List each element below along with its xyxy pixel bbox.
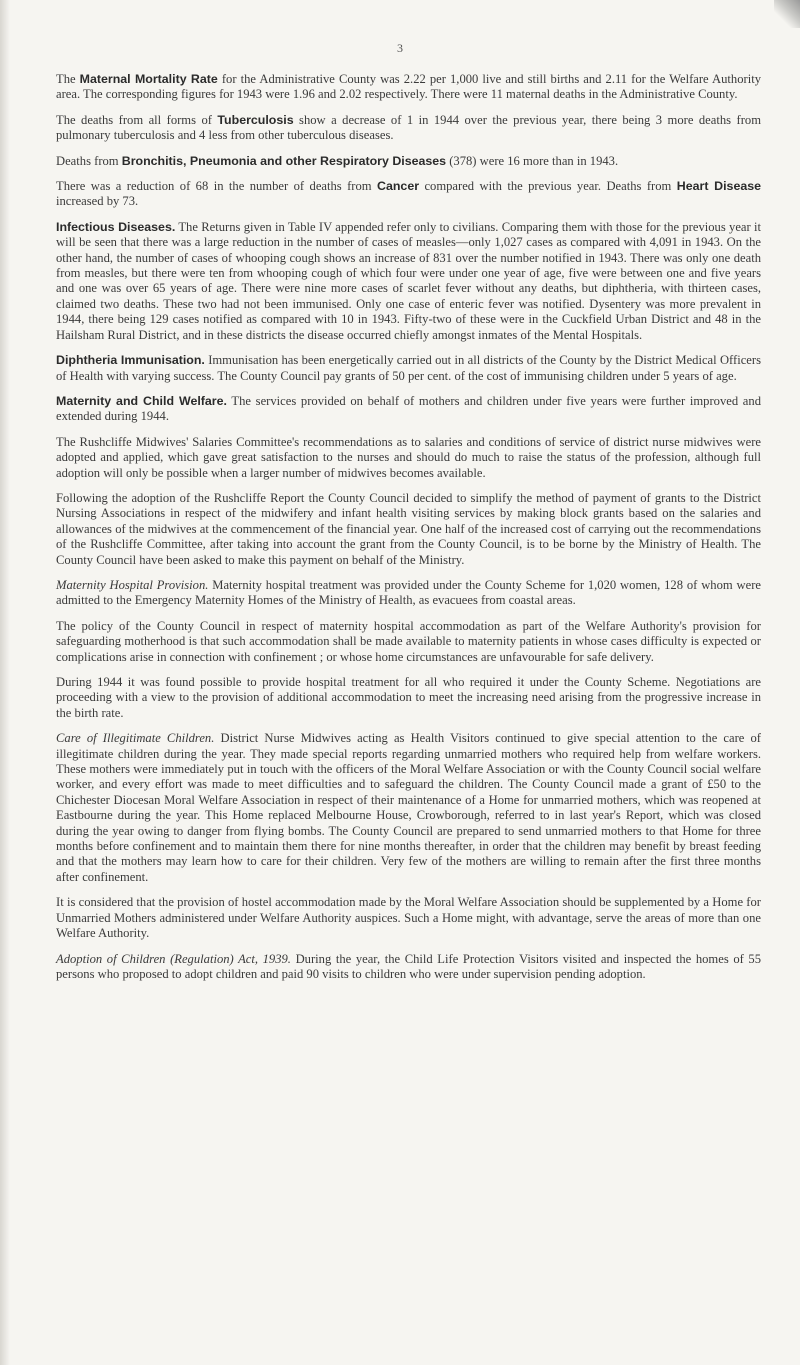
- italic-subheading: Maternity Hospital Provision.: [56, 577, 209, 592]
- paragraph-text: It is considered that the provision of hostel accommodation made by the Moral Welfare Association should be supplemented by a Home for Unmarried Mothers administered under Welfare Authority auspices. Such a Home might, with advantage, serve the areas of more than one Welfare Authority.: [56, 895, 761, 941]
- paragraph-text: The: [56, 72, 80, 86]
- section-heading: Cancer: [377, 179, 420, 194]
- paragraph-text: There was a reduction of 68 in the number of deaths from: [56, 179, 378, 194]
- paragraph: [56, 491, 761, 568]
- page-corner-fold: [774, 0, 800, 28]
- paragraph-text: During 1944 it was found possible to provide hospital treatment for all who required it under the County Scheme. Negotiations are proceeding with a view to the provision of additional accommodation to meet the increasing need arising from the progressive increase in the birth rate.: [56, 675, 761, 720]
- section-heading: Bronchitis, Pneumonia and other Respiratory Diseases: [121, 153, 447, 168]
- paragraph: [56, 179, 761, 210]
- paragraph-text: During the year, the Child Life Protection Visitors visited and inspected the homes of 55 persons who proposed to adopt children and paid 90 visits to children who were under supervision pending adoption.: [56, 951, 762, 981]
- paragraph-text: The services provided on behalf of mothers and children under five years were further improved and extended during 1944.: [56, 393, 761, 424]
- paragraph: [56, 895, 761, 941]
- paragraph-text: increased by 73.: [56, 194, 139, 209]
- italic-subheading: Adoption of Children (Regulation) Act, 1939.: [56, 951, 291, 966]
- paragraph-text: The Returns given in Table IV appended refer only to civilians. Comparing them with those for the previous year it will be seen that there was a large reduction in the number of cases of measles—only 1,027 cases as compared with 4,091 in 1943. On the other hand, the number of cases of whooping cough shows an increase of 831 over the number notified in 1943. There was only one death from measles, but there were ten from whooping cough of which four were under one year of age, five were between one and five years and one was over 65 years of age. There were nine more cases of scarlet fever without any deaths, but diphtheria, with thirteen cases, claimed two deaths. These two had not been immunised. Only one case of enteric fever was notified. Dysentery was more prevalent in 1944, there being 129 cases notified as compared with 10 in 1943. Fifty-two of these were in the Cuckfield Urban District and 48 in the Hailsham Rural District, and in these districts the disease occurred chiefly amongst inmates of the Mental Hospitals.: [56, 219, 762, 342]
- paragraph: [56, 731, 761, 885]
- paragraph-text: District Nurse Midwives acting as Health Visitors continued to give special attention to the care of illegitimate children during the year. They made special reports regarding unmarried mothers who required help from welfare workers. These mothers were immediately put in touch with the officers of the Moral Welfare Association or with the County Council social welfare worker, and every effort was made to meet difficulties and to safeguard the children. The County Council made a grant of £50 to the Chichester Diocesan Moral Welfare Association in respect of their maintenance of a Home for unmarried mothers, which was reopened at Eastbourne during the year. This Home replaced Melbourne House, Crowborough, referred to in last year's Report, which was closed during the year owing to danger from flying bombs. The County Council are prepared to send unmarried mothers to that Home for three months before confinement and to maintain them there for nine months thereafter, in order that the children may benefit by breast feeding and that the mothers may learn how to care for their children. Very few of the mothers are willing to remain after the first three months after confinement.: [56, 731, 762, 884]
- paragraph: [56, 113, 761, 144]
- paragraph-text: The deaths from all forms of: [56, 112, 218, 127]
- paragraph: [56, 952, 761, 983]
- report-body: [56, 72, 761, 992]
- paragraph-text: The policy of the County Council in respect of maternity hospital accommodation as part of the Welfare Authority's provision for safeguarding motherhood is that such accommodation shall be made available to maternity patients in whose cases difficulty is expected or complications arise in connection with confinement ; or whose home circumstances are unfavourable for safe delivery.: [56, 618, 761, 664]
- paragraph-text: Following the adoption of the Rushcliffe Report the County Council decided to simplify the method of payment of grants to the District Nursing Associations in respect of the midwifery and infant health visiting services by making block grants based on the salaries and allowances of the midwives at the commencement of the financial year. One half of the increased cost of carrying out the recommendations of the Rushcliffe Committee, after taking into account the grant from the County Council, is to be borne by the Ministry of Health. The County Council have been asked to make this payment on behalf of the Ministry.: [56, 490, 761, 567]
- paragraph: [56, 154, 761, 169]
- section-heading: Tuberculosis: [217, 112, 294, 127]
- paragraph: [56, 72, 761, 103]
- italic-subheading: Care of Illegitimate Children.: [56, 731, 215, 746]
- section-heading: Diphtheria Immunisation.: [56, 353, 205, 368]
- paragraph: [56, 394, 761, 425]
- paragraph-text: (378) were 16 more than in 1943.: [446, 153, 619, 168]
- paragraph-text: show a decrease of 1 in 1944 over the previous year, there being 3 more deaths from pulmonary tuberculosis and 4 less from other tuberculous diseases.: [56, 112, 761, 143]
- section-heading: Heart Disease: [676, 179, 762, 194]
- paragraph-text: Deaths from: [56, 153, 122, 168]
- paragraph-text: Immunisation has been energetically carried out in all districts of the County by the District Medical Officers of Health with varying success. The County Council pay grants of 50 per cent. of the cost of immunising children under 5 years of age.: [56, 353, 761, 383]
- paragraph: [56, 353, 761, 384]
- section-heading: Maternal Mortality Rate: [79, 72, 218, 86]
- paragraph: [56, 619, 761, 665]
- paragraph-text: compared with the previous year. Deaths from: [419, 179, 677, 194]
- page-number: 3: [397, 41, 403, 55]
- paragraph-text: for the Administrative County was 2.22 per 1,000 live and still births and 2.11 for the Welfare Authority area. The corresponding figures for 1943 were 1.96 and 2.02 respectively. There were 11 maternal deaths in the Administrative County.: [56, 72, 761, 102]
- paragraph: [56, 220, 761, 343]
- paragraph: [56, 578, 761, 609]
- paragraph-text: Maternity hospital treatment was provided under the County Scheme for 1,020 women, 128 of whom were admitted to the Emergency Maternity Homes of the Ministry of Health, as evacuees from coastal areas.: [56, 577, 761, 608]
- paragraph-text: The Rushcliffe Midwives' Salaries Committee's recommendations as to salaries and conditions of service of district nurse midwives were adopted and applied, which gave great satisfaction to the nurses and should do much to raise the status of the profession, although full adoption will only be possible when a larger number of midwives becomes available.: [56, 434, 761, 480]
- paragraph: [56, 435, 761, 481]
- section-heading: Infectious Diseases.: [56, 219, 176, 234]
- page-edge-shadow: [0, 0, 10, 1365]
- paragraph: [56, 675, 761, 721]
- section-heading: Maternity and Child Welfare.: [56, 393, 227, 408]
